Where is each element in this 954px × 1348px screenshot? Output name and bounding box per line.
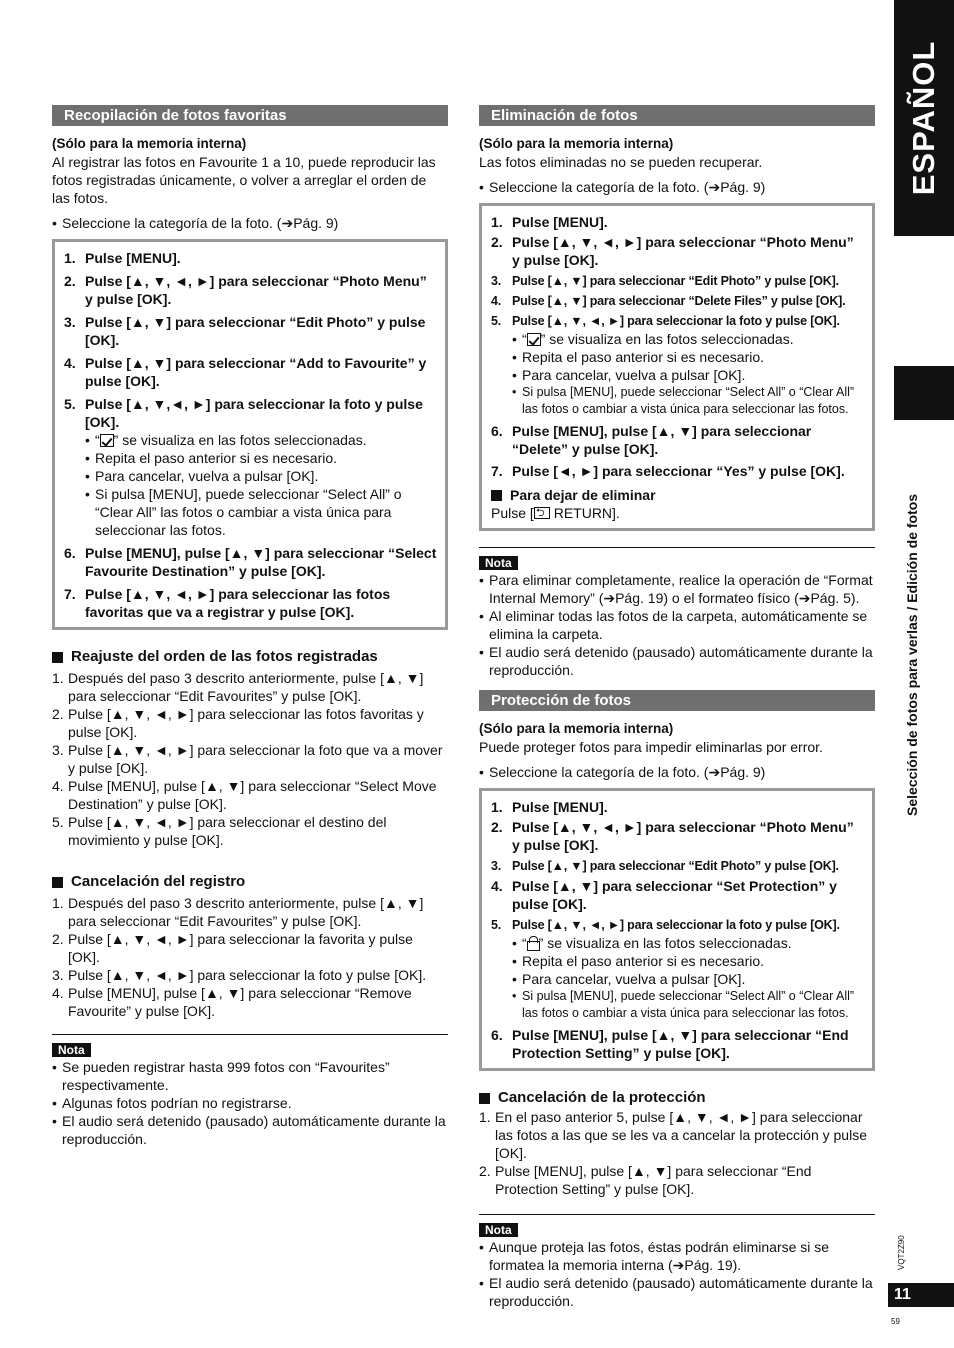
section-heading-protect: Protección de fotos bbox=[479, 690, 875, 711]
step-item: 6. Pulse [MENU], pulse [▲, ▼] para seleccionar “End Protection Setting” y pulse [OK]. bbox=[491, 1027, 849, 1061]
list-item: 2. Pulse [▲, ▼, ◄, ►] para seleccionar la favorita y pulse [OK]. bbox=[52, 931, 413, 965]
internal-only-note: (Sólo para la memoria interna) bbox=[52, 136, 247, 151]
stop-delete-text: Pulse [⮌ RETURN]. bbox=[491, 504, 864, 522]
steps-box-protect bbox=[479, 788, 875, 1071]
list-item: 3. Pulse [▲, ▼, ◄, ►] para seleccionar la foto y pulse [OK]. bbox=[52, 967, 427, 983]
step5-bullets: • “ ” se visualiza en las fotos seleccionadas. • Repita el paso anterior si es necesario. • Para cancelar, vuelva a pulsar [OK]. • Si pulsa [MENU], puede seleccionar “Select All” o “Clear All” las fotos o cambiar a vista única para seleccionar las fotos. bbox=[491, 330, 864, 418]
nota-label: Nota bbox=[52, 1043, 91, 1057]
stop-delete-heading: Para dejar de eliminar bbox=[491, 486, 864, 504]
reorder-heading: Reajuste del orden de las fotos registradas bbox=[52, 648, 448, 666]
step-item: 1. Pulse [MENU]. bbox=[491, 214, 608, 230]
step-item: 6. Pulse [MENU], pulse [▲, ▼] para seleccionar “Select Favourite Destination” y pulse [OK]. bbox=[64, 545, 437, 579]
step-item: 1. Pulse [MENU]. bbox=[64, 250, 181, 266]
step-item: 6. Pulse [MENU], pulse [▲, ▼] para seleccionar “Delete” y pulse [OK]. bbox=[491, 423, 812, 457]
list-item: 4. Pulse [MENU], pulse [▲, ▼] para seleccionar “Remove Favourite” y pulse [OK]. bbox=[52, 985, 412, 1019]
square-bullet-icon bbox=[52, 877, 63, 888]
notes-section: Nota • Se pueden registrar hasta 999 fotos con “Favourites” respectivamente. • Algunas fotos podrían no registrarse. • El audio será detenido (pausado) automáticamente durante la reproducción. bbox=[52, 1034, 448, 1148]
language-tab bbox=[894, 0, 954, 236]
step-item: 3. Pulse [▲, ▼] para seleccionar “Edit Photo” y pulse [OK]. bbox=[491, 859, 839, 873]
step-item: 7. Pulse [▲, ▼, ◄, ►] para seleccionar las fotos favoritas que va a registrar y pulse [OK]. bbox=[64, 586, 391, 620]
steps-box-favourites bbox=[52, 239, 448, 630]
step-item: 7. Pulse [◄, ►] para seleccionar “Yes” y pulse [OK]. bbox=[491, 463, 845, 479]
step-item: 2. Pulse [▲, ▼, ◄, ►] para seleccionar “Photo Menu” y pulse [OK]. bbox=[491, 819, 854, 853]
step-item: 3. Pulse [▲, ▼] para seleccionar “Edit Photo” y pulse [OK]. bbox=[491, 274, 839, 288]
nota-label: Nota bbox=[479, 556, 518, 570]
intro-text: Puede proteger fotos para impedir eliminarlas por error. bbox=[479, 739, 823, 755]
internal-only-note: (Sólo para la memoria interna) bbox=[479, 721, 674, 736]
select-category-text: • Seleccione la categoría de la foto. (➔Pág. 9) bbox=[479, 763, 875, 781]
checkmark-box-icon bbox=[100, 434, 114, 447]
square-bullet-icon bbox=[491, 490, 502, 501]
list-item: 2. Pulse [MENU], pulse [▲, ▼] para seleccionar “End Protection Setting” y pulse [OK]. bbox=[479, 1163, 812, 1197]
step5-bullets: • “ ” se visualiza en las fotos seleccionadas. • Repita el paso anterior si es necesario. • Para cancelar, vuelva a pulsar [OK]. • Si pulsa [MENU], puede seleccionar “Select All” o “Clear All” las fotos o cambiar a vista única para seleccionar las fotos. bbox=[64, 431, 437, 539]
cancel-protect-list bbox=[479, 1108, 875, 1198]
steps-box-delete bbox=[479, 203, 875, 531]
step-item: 5. Pulse [▲, ▼, ◄, ►] para seleccionar la foto y pulse [OK]. bbox=[491, 918, 840, 932]
square-bullet-icon bbox=[479, 1093, 490, 1104]
list-item: 1. Después del paso 3 descrito anteriormente, pulse [▲, ▼] para seleccionar “Edit Favourites” y pulse [OK]. bbox=[52, 670, 424, 704]
checkmark-box-icon bbox=[527, 333, 541, 346]
notes-section: Nota • Aunque proteja las fotos, éstas podrán eliminarse si se formatea la memoria interna (➔Pág. 19). • El audio será detenido (pausado) automáticamente durante la reproducción. bbox=[479, 1214, 875, 1310]
reorder-list bbox=[52, 669, 448, 849]
page-number-small: 59 bbox=[891, 1317, 900, 1326]
intro-text: Al registrar las fotos en Favourite 1 a 10, puede reproducir las fotos registradas únicamente, o volver a arreglar el orden de las fotos. bbox=[52, 154, 436, 206]
section-tab-marker bbox=[894, 366, 954, 420]
nota-label: Nota bbox=[479, 1223, 518, 1237]
select-category-text: • Seleccione la categoría de la foto. (➔Pág. 9) bbox=[52, 214, 448, 232]
list-item: 3. Pulse [▲, ▼, ◄, ►] para seleccionar la foto que va a mover y pulse [OK]. bbox=[52, 742, 443, 776]
cancel-protect-heading: Cancelación de la protección bbox=[479, 1089, 875, 1107]
lock-icon bbox=[527, 936, 539, 950]
intro-text: Las fotos eliminadas no se pueden recuperar. bbox=[479, 154, 763, 170]
chapter-title: Selección de fotos para verlas / Edición de fotos bbox=[904, 493, 920, 816]
step-item: 4. Pulse [▲, ▼] para seleccionar “Delete Files” y pulse [OK]. bbox=[491, 294, 846, 308]
cancel-register-heading: Cancelación del registro bbox=[52, 873, 448, 891]
select-category-text: • Seleccione la categoría de la foto. (➔Pág. 9) bbox=[479, 178, 875, 196]
section-heading-favourites: Recopilación de fotos favoritas bbox=[52, 105, 448, 126]
page-number: 11 bbox=[888, 1283, 954, 1307]
step-item: 4. Pulse [▲, ▼] para seleccionar “Set Protection” y pulse [OK]. bbox=[491, 878, 837, 912]
left-column bbox=[52, 105, 448, 1148]
list-item: 1. Después del paso 3 descrito anteriormente, pulse [▲, ▼] para seleccionar “Edit Favourites” y pulse [OK]. bbox=[52, 895, 424, 929]
return-icon bbox=[534, 507, 550, 519]
square-bullet-icon bbox=[52, 652, 63, 663]
document-code: VQT2Z90 bbox=[897, 1235, 906, 1270]
list-item: 2. Pulse [▲, ▼, ◄, ►] para seleccionar las fotos favoritas y pulse [OK]. bbox=[52, 706, 424, 740]
section-heading-delete: Eliminación de fotos bbox=[479, 105, 875, 126]
step5-bullets: • “ ” se visualiza en las fotos seleccionadas. • Repita el paso anterior si es necesario. • Para cancelar, vuelva a pulsar [OK]. • Si pulsa [MENU], puede seleccionar “Select All” o “Clear All” las fotos o cambiar a vista única para seleccionar las fotos. bbox=[491, 934, 864, 1022]
cancel-list bbox=[52, 894, 448, 1020]
list-item: 5. Pulse [▲, ▼, ◄, ►] para seleccionar el destino del movimiento y pulse [OK]. bbox=[52, 814, 387, 848]
step-item: 5. Pulse [▲, ▼, ◄, ►] para seleccionar la foto y pulse [OK]. bbox=[491, 314, 840, 328]
step-item: 4. Pulse [▲, ▼] para seleccionar “Add to Favourite” y pulse [OK]. bbox=[64, 355, 427, 389]
language-label: ESPAÑOL bbox=[906, 40, 941, 196]
step-item: 3. Pulse [▲, ▼] para seleccionar “Edit Photo” y pulse [OK]. bbox=[64, 314, 426, 348]
step-item: 1. Pulse [MENU]. bbox=[491, 799, 608, 815]
list-item: 1. En el paso anterior 5, pulse [▲, ▼, ◄, ►] para seleccionar las fotos a las que se les va a cancelar la protección y pulse [OK]. bbox=[479, 1109, 867, 1161]
list-item: 4. Pulse [MENU], pulse [▲, ▼] para seleccionar “Select Move Destination” y pulse [OK]. bbox=[52, 778, 437, 812]
right-column bbox=[479, 105, 875, 1310]
step-item: 2. Pulse [▲, ▼, ◄, ►] para seleccionar “Photo Menu” y pulse [OK]. bbox=[491, 234, 854, 268]
internal-only-note: (Sólo para la memoria interna) bbox=[479, 136, 674, 151]
step-item: 2. Pulse [▲, ▼, ◄, ►] para seleccionar “Photo Menu” y pulse [OK]. bbox=[64, 273, 427, 307]
notes-section: Nota • Para eliminar completamente, realice la operación de “Format Internal Memory” (➔Pág. 19) o el formateo físico (➔Pág. 5). • Al eliminar todas las fotos de la carpeta, automáticamente se elimina la carpeta. • El audio será detenido (pausado) automáticamente durante la reproducción. bbox=[479, 547, 875, 679]
step-item: 5. Pulse [▲, ▼,◄, ►] para seleccionar la foto y pulse [OK]. bbox=[64, 396, 423, 430]
